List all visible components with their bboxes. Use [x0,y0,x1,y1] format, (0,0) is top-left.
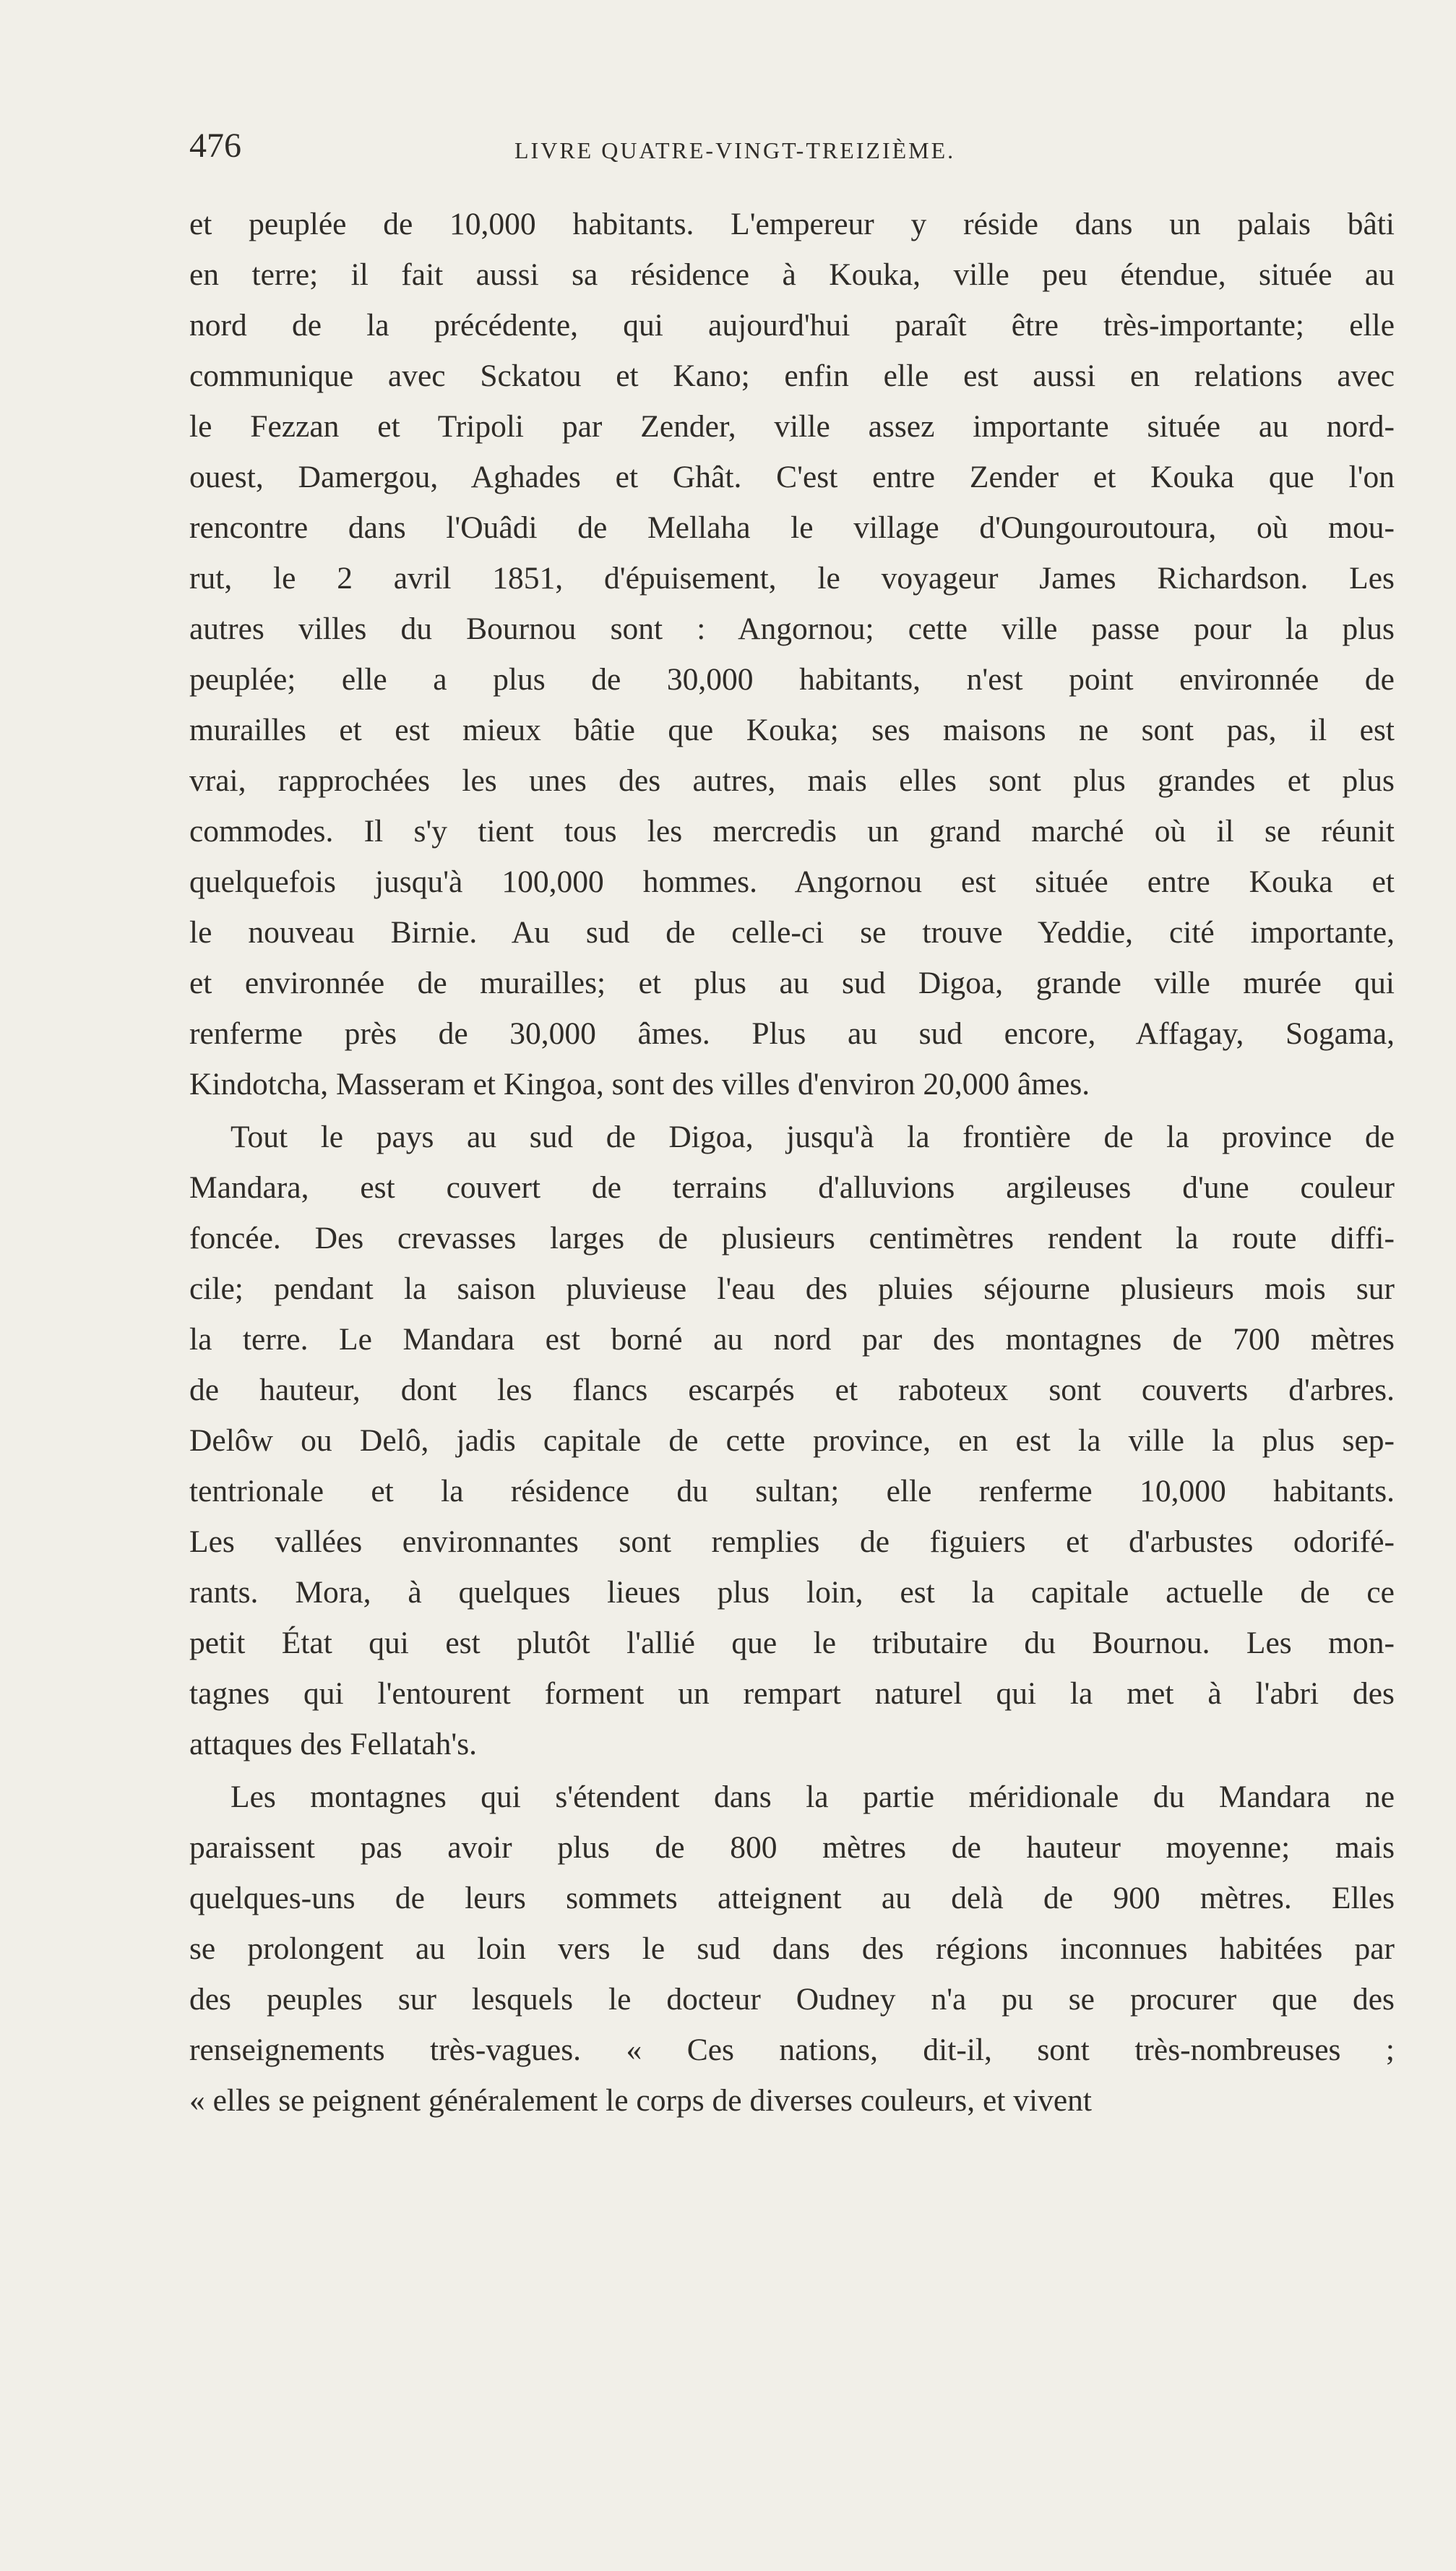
running-title: LIVRE QUATRE-VINGT-TREIZIÈME. [514,137,956,163]
text-line: foncée. Des crevasses larges de plusieurs centimètres rendent la route diffi- [189,1221,1395,1256]
text-line: rut, le 2 avril 1851, d'épuisement, le voyageur James Richardson. Les [189,561,1395,596]
text-line: renseignements très-vagues. « Ces nations, dit-il, sont très-nombreuses ; [189,2033,1395,2067]
text-line: quelques-uns de leurs sommets atteignent au delà de 900 mètres. Elles [189,1881,1395,1915]
text-line: renferme près de 30,000 âmes. Plus au sud encore, Affagay, Sogama, [189,1016,1395,1051]
paragraph [189,1112,1395,1769]
page-header [189,121,1403,172]
text-line: petit État qui est plutôt l'allié que le tributaire du Bournou. Les mon- [189,1626,1395,1660]
text-line: Mandara, est couvert de terrains d'alluvions argileuses d'une couleur [189,1170,1395,1205]
text-line: vrai, rapprochées les unes des autres, mais elles sont plus grandes et plus [189,763,1395,798]
text-line: cile; pendant la saison pluvieuse l'eau des pluies séjourne plusieurs mois sur [189,1271,1395,1306]
text-line: Kindotcha, Masseram et Kingoa, sont des villes d'environ 20,000 âmes. [189,1067,1090,1102]
text-line: en terre; il fait aussi sa résidence à Kouka, ville peu étendue, située au [189,257,1395,292]
text-line: paraissent pas avoir plus de 800 mètres de hauteur moyenne; mais [189,1830,1395,1865]
text-line: Les vallées environnantes sont remplies de figuiers et d'arbustes odorifé- [189,1524,1395,1559]
text-line: nord de la précédente, qui aujourd'hui paraît être très-importante; elle [189,308,1395,343]
text-line: rants. Mora, à quelques lieues plus loin, est la capitale actuelle de ce [189,1575,1395,1610]
text-line: quelquefois jusqu'à 100,000 hommes. Angornou est située entre Kouka et [189,864,1395,899]
text-line: le Fezzan et Tripoli par Zender, ville assez importante située au nord- [189,409,1395,444]
text-line: tentrionale et la résidence du sultan; elle renferme 10,000 habitants. [189,1474,1395,1508]
text-line: de hauteur, dont les flancs escarpés et raboteux sont couverts d'arbres. [189,1373,1395,1407]
text-line: se prolongent au loin vers le sud dans des régions inconnues habitées par [189,1931,1395,1966]
text-line: murailles et est mieux bâtie que Kouka; ses maisons ne sont pas, il est [189,713,1395,747]
text-line: Les montagnes qui s'étendent dans la partie méridionale du Mandara ne [231,1780,1395,1814]
text-line: attaques des Fellatah's. [189,1727,478,1761]
text-line: ouest, Damergou, Aghades et Ghât. C'est entre Zender et Kouka que l'on [189,460,1395,494]
text-line: commodes. Il s'y tient tous les mercredis un grand marché où il se réunit [189,814,1395,849]
paragraph [189,199,1395,1109]
body-text [189,199,1395,2126]
text-line: et peuplée de 10,000 habitants. L'empereur y réside dans un palais bâti [189,207,1395,241]
text-line: communique avec Sckatou et Kano; enfin elle est aussi en relations avec [189,359,1395,393]
text-line: tagnes qui l'entourent forment un rempart naturel qui la met à l'abri des [189,1676,1395,1711]
text-line: le nouveau Birnie. Au sud de celle-ci se trouve Yeddie, cité importante, [189,915,1395,950]
paragraph [189,1772,1395,2126]
text-line: autres villes du Bournou sont : Angornou; cette ville passe pour la plus [189,611,1395,646]
page-number: 476 [189,126,241,165]
text-line: Tout le pays au sud de Digoa, jusqu'à la frontière de la province de [231,1120,1395,1154]
text-line: la terre. Le Mandara est borné au nord par des montagnes de 700 mètres [189,1322,1395,1357]
text-line: et environnée de murailles; et plus au sud Digoa, grande ville murée qui [189,966,1395,1000]
text-line: rencontre dans l'Ouâdi de Mellaha le village d'Oungouroutoura, où mou- [189,510,1395,545]
text-line: « elles se peignent généralement le corps de diverses couleurs, et vivent [189,2083,1092,2118]
text-line: des peuples sur lesquels le docteur Oudney n'a pu se procurer que des [189,1982,1395,2017]
text-line: Delôw ou Delô, jadis capitale de cette province, en est la ville la plus sep- [189,1423,1395,1458]
text-line: peuplée; elle a plus de 30,000 habitants, n'est point environnée de [189,662,1395,697]
